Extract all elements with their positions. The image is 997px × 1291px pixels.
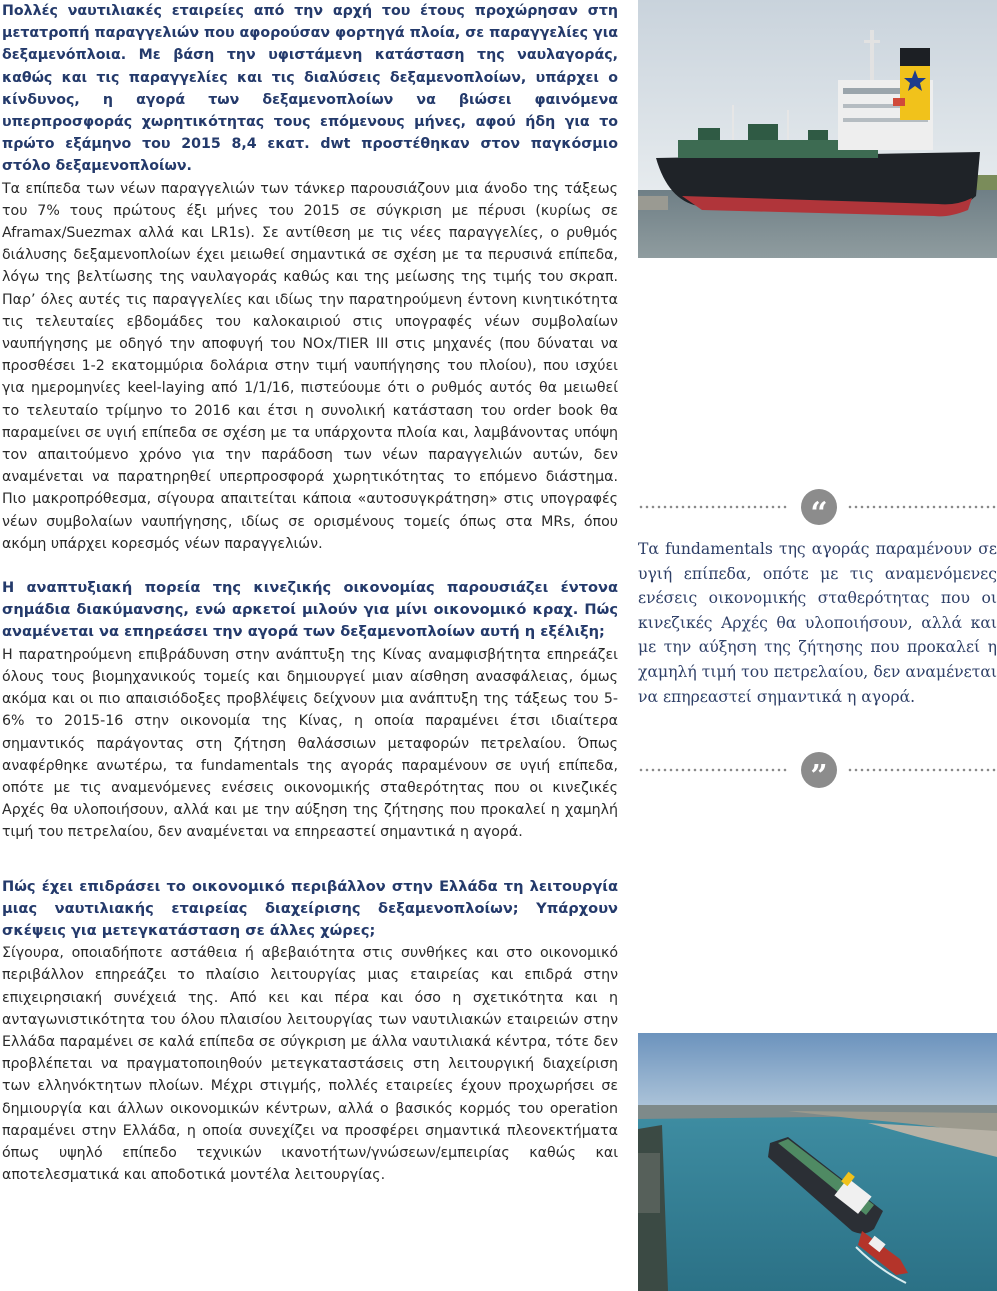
answer-paragraph-1: Τα επίπεδα των νέων παραγγελιών των τάνκερ παρουσιάζουν μια άνοδο της τάξεως του 7% τους πρώτους έξι μήνες του 2015 σε σύγκριση με πέρυσι (κυρίως σε Aframax/Suezmax αλλά και LR1s). Σε αντίθεση με τις νέες παραγγελίες, ο ρυθμός διάλυσης δεξαμενοπλοίων έχει μειωθεί σημαντικά σε σχέση με τα περυσινά επίπεδα, λόγω της βελτίωσης της ναυλαγοράς καθώς και της μείωσης της τιμής του σκραπ. Παρ’ όλες αυτές τις παραγγελίες και ιδίως την παρατηρούμενη έντονη κινητικότητα τις τελευταίες εβδομάδες του καλοκαιριού στις υπογραφές νέων συμβολαίων ναυπήγησης με οδηγό την αποφυγή του NOx/TIER III στις μηχανές (που δύναται να προσθέσει 1-2 εκατομμύρια δολάρια στην τιμή ναυπήγησης του πλοίου), που ισχύει για ημερομηνίες keel-laying από 1/1/16, πιστεύουμε ότι ο ρυθμός αυτός θα μειωθεί το τελευταίο τρίμηνο το 2016 και έτσι η συνολική κατάσταση του order book θα παραμείνει σε υγιή επίπεδα σε σχέση με τα υπάρχοντα πλοία και, λαμβάνοντας υπόψη τον απαιτούμενο χρόνο για την παράδοση των νέων παραγγελιών αυτών, δεν αναμένεται να παρατηρηθεί υπερπροσφορά χωρητικότητας το επόμενο διάστημα. Πιο μακροπρόθεσμα, σίγουρα απαιτείται κάποια «αυτοσυγκράτηση» στις υπογραφές νέων συμβολαίων ναυπήγησης, ιδίως σε ορισμένους τομείς όπως στα MRs, όπου ακόμη υπάρχει κορεσμός νέων παραγγελιών. bbox=[2, 180, 618, 552]
tanker-photo bbox=[638, 0, 997, 258]
dotted-rule bbox=[638, 768, 788, 772]
quote-open-icon: “ bbox=[801, 489, 837, 525]
pull-quote: Τα fundamentals της αγοράς παραμένουν σε υγιή επίπεδα, οπότε με τις αναμενόμενες ενέσεις οικονομικής σταθερότητας που οι κινεζικές Αρχές θα υλοποιήσουν, αλλά και με την αύξηση της ζήτησης που προκαλεί η χαμηλή τιμή του πετρελαίου, δεν αναμένεται να επηρεαστεί σημαντικά η αγορά. bbox=[638, 540, 997, 706]
answer-paragraph-2: Η παρατηρούμενη επιβράδυνση στην ανάπτυξη της Κίνας αναμφισβήτητα επηρεάζει όλους τους βιομηχανικούς τομείς και δημιουργεί μιαν αίσθηση ανασφάλειας, όμως ακόμα και οι πιο απαισιόδοξες προβλέψεις δείχνουν μια ανάπτυξη της τάξεως του 5-6% το 2015-16 στην οικονομία της Κίνας, η οποία παραμένει έτσι ιδιαίτερα σημαντικός παράγοντας στη ζήτηση θαλάσσιων μεταφορών πετρελαίου. Όπως αναφέρθηκε ανωτέρω, τα fundamentals της αγοράς παραμένουν σε υγιή επίπεδα, οπότε με τις αναμενόμενες ενέσεις οικονομικής σταθερότητας που οι κινεζικές Αρχές θα υλοποιήσουν, αλλά και με την αύξηση της ζήτησης που προκαλεί η χαμηλή τιμή του πετρελαίου, δεν αναμένεται να επηρεαστεί σημαντικά η αγορά. bbox=[2, 646, 618, 841]
question-2: Η αναπτυξιακή πορεία της κινεζικής οικονομίας παρουσιάζει έντονα σημάδια διακύμανσης, ενώ αρκετοί μιλούν για μίνι οικονομικό κραχ. Πώς αναμένεται να επηρεάσει την αγορά των δεξαμενοπλοίων αυτή η εξέλιξη; bbox=[2, 579, 618, 641]
question-3: Πώς έχει επιδράσει το οικονομικό περιβάλλον στην Ελλάδα τη λειτουργία μιας ναυτιλιακής εταιρείας διαχείρισης δεξαμενοπλοίων; Υπάρχουν σκέψεις για μετεγκατάσταση σε άλλες χώρες; bbox=[2, 877, 618, 939]
dotted-rule bbox=[847, 768, 997, 772]
quote-close-rule bbox=[638, 750, 997, 794]
quote-open-rule bbox=[638, 487, 997, 531]
answer-paragraph-3: Σίγουρα, οποιαδήποτε αστάθεια ή αβεβαιότητα στις συνθήκες και στο οικονομικό περιβάλλον επηρεάζει το πλαίσιο λειτουργίας μιας εταιρείας και επιδρά στην επιχειρησιακή συνέχειά της. Από κει και πέρα και όσο η σχετικότητα και η ανταγωνιστικότητα του όλου πλαισίου λειτουργίας των ναυτιλιακών εταιρειών στην Ελλάδα παραμένει σε καλά επίπεδα σε σύγκριση με άλλα ναυτιλιακά κέντρα, τότε δεν προβλέπεται να πραγματοποιηθούν μετεγκαταστάσεις στη λειτουργική διαχείριση των ελληνόκτητων πλοίων. Μέχρι στιγμής, πολλές εταιρείες έχουν προχωρήσει σε δημιουργία και άλλων οικονομικών κέντρων, αλλά ο βασικός κορμός του operation παραμένει στην Ελλάδα, η οποία συνεχίζει να προσφέρει σημαντικά πλεονεκτήματα όπως υψηλό επίπεδο τεχνικών ικανοτήτων/γνώσεων/εμπειρίας καθώς και αποτελεσματικά και αποδοτικά μοντέλα λειτουργίας. bbox=[2, 945, 618, 1184]
harbor-photo bbox=[638, 1033, 997, 1291]
article-column bbox=[2, 0, 618, 1186]
dotted-rule bbox=[638, 505, 788, 509]
article-lead: Πολλές ναυτιλιακές εταιρείες από την αρχή του έτους προχώρησαν στη μετατροπή παραγγελιών που αφορούσαν φορτηγά πλοία, σε παραγγελίες για δεξαμενόπλοια. Με βάση την υφιστάμενη κατάσταση της ναυλαγοράς, καθώς και τις παραγγελίες και τις διαλύσεις δεξαμενοπλοίων, υπάρχει ο κίνδυνος, η αγορά των δεξαμενοπλοίων να βιώσει φαινόμενα υπερπροσφοράς χωρητικότητας τους επόμενους μήνες, αφού ήδη για το πρώτο εξάμηνο του 2015 8,4 εκατ. dwt προστέθηκαν στον παγκόσμιο στόλο δεξαμενοπλοίων. bbox=[2, 3, 618, 175]
dotted-rule bbox=[847, 505, 997, 509]
quote-close-icon: ” bbox=[801, 752, 837, 788]
